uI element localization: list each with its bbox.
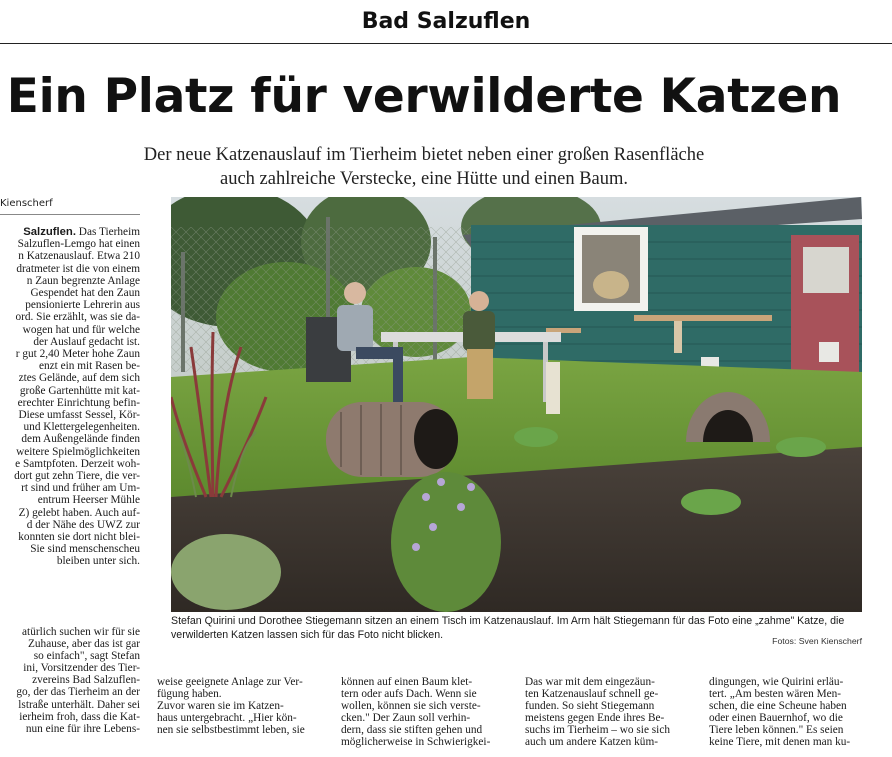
subheadline-line-1: Der neue Katzenauslauf im Tierheim bietet neben einer großen Rasenfläche	[143, 145, 705, 165]
cat-enclosure-illustration	[171, 197, 862, 612]
text-line: dort gut zehn Tiere, die ver-	[14, 470, 140, 483]
text-line: n Zaun begrenzte Anlage	[26, 274, 140, 287]
left-text-column-continued	[0, 626, 140, 757]
text-line: rt sind und früher am Um-	[21, 482, 140, 495]
person-legs	[467, 349, 493, 399]
article-photo	[171, 197, 862, 612]
text-line: atürlich suchen wir für sie	[22, 626, 140, 638]
text-line: Sie sind menschenscheu	[30, 543, 140, 556]
text-line: ini, Vorsitzender des Tier-	[23, 662, 140, 675]
text-line: Tiere leben können." Es seien	[709, 724, 844, 736]
text-line: weitere Spielmöglichkeiten	[16, 445, 140, 458]
text-line: Das war mit dem eingezäun-	[525, 676, 655, 688]
text-line: ztes Gelände, auf dem sich	[18, 372, 140, 385]
text-line: Diese umfasst Sessel, Kör-	[18, 409, 140, 422]
text-line: funden. So sieht Stiegemann	[525, 700, 655, 712]
person-body	[463, 311, 495, 351]
section-title: Bad Salzuflen	[361, 9, 531, 34]
text-line: Das Tierheim	[78, 226, 140, 238]
plant	[171, 534, 281, 610]
text-line: weise geeignete Anlage zur Ver-	[157, 676, 303, 688]
plant	[391, 472, 501, 612]
shelf-post	[674, 321, 682, 353]
window-cushion	[593, 271, 629, 299]
text-line: nen sie selbstbestimmt leben, sie	[157, 724, 305, 736]
wall-shelf	[634, 315, 772, 321]
text-line: schen, die eine Scheune haben	[709, 700, 847, 712]
text-line: dratmeter ist die von einem	[16, 262, 140, 275]
text-line: e Samtpfoten. Derzeit woh-	[15, 457, 140, 470]
text-line: konnten sie dort nicht blei-	[18, 531, 140, 544]
text-line: der Auslauf gedacht ist.	[33, 335, 140, 348]
text-line: dingungen, wie Quirini erläu-	[709, 676, 844, 688]
post	[546, 362, 560, 414]
text-line: so einfach", sagt Stefan	[33, 650, 140, 663]
text-line: pensionierte Lehrerin aus	[25, 299, 140, 312]
text-line: fügung haben.	[157, 688, 222, 700]
text-line: Salzuflen-Lemgo hat einen	[17, 238, 140, 251]
text-line: dem Außengelände finden	[21, 433, 140, 446]
person-legs	[393, 347, 403, 403]
text-line: Zuvor waren sie im Katzen-	[157, 700, 284, 712]
dateline-line	[0, 226, 140, 238]
cat-flap	[819, 342, 839, 362]
text-line: wollen, können sie sich verste-	[341, 700, 481, 712]
text-line: Gespendet hat den Zaun	[30, 287, 140, 300]
text-line: auch um andere Katzen küm-	[525, 736, 658, 748]
text-line: ten Katzenauslauf schnell ge-	[525, 688, 659, 700]
text-column-4	[709, 676, 879, 757]
article-subheadline	[0, 143, 848, 191]
text-line: lstraße unterhält. Daher sei	[18, 698, 140, 711]
text-line: go, der das Tierheim an der	[16, 686, 140, 699]
text-line: zvereins Bad Salzuflen-	[32, 674, 140, 687]
text-line: Zuhause, aber das ist gar	[28, 638, 140, 651]
text-line: oder einen Bauernhof, wo die	[709, 712, 843, 724]
text-line: möglicherweise in Schwierigkei-	[341, 736, 491, 748]
person-head	[344, 282, 366, 304]
person-head	[469, 291, 489, 311]
text-line: cken." Der Zaun soll verhin-	[341, 712, 471, 724]
stone-tunnel-left	[326, 402, 458, 477]
text-line: können auf einen Baum klet-	[341, 676, 473, 688]
dateline: Salzuflen.	[23, 226, 76, 238]
fence-post	[181, 252, 185, 372]
text-line: erechter Einrichtung befin-	[17, 396, 140, 409]
left-text-column	[0, 226, 140, 626]
text-line: nun eine für ihre Lebens-	[25, 722, 140, 735]
text-column-1	[157, 676, 327, 757]
text-line: n Katzenauslauf. Etwa 210	[18, 250, 140, 263]
text-line: tern oder aufs Dach. Wenn sie	[341, 688, 477, 700]
text-line: d der Nähe des UWZ zur	[26, 518, 140, 531]
text-line: bleiben unter sich.	[56, 555, 140, 568]
text-line: große Gartenhütte mit kat-	[19, 384, 140, 397]
text-column-3	[525, 676, 695, 757]
text-line: und Klettergelegenheiten.	[23, 421, 140, 434]
text-line: ierheim froh, dass die Kat-	[19, 710, 140, 723]
photo-caption: Stefan Quirini und Dorothee Stiegemann sitzen an einem Tisch im Katzenauslauf. Im Arm hält Stiegemann für das Foto eine „zahme" Katze, die verwilderten Katzen lassen sich für das Foto nicht blicken.	[171, 615, 845, 641]
text-line: tert. „Am besten wären Men-	[709, 688, 842, 700]
text-line: keine Tiere, mit denen man ku-	[709, 736, 851, 748]
subheadline-line-2: auch zahlreiche Verstecke, eine Hütte und einen Baum.	[219, 169, 629, 189]
text-column-2	[341, 676, 509, 757]
text-line: wogen hat und für welche	[22, 323, 140, 336]
text-line: haus untergebracht. „Hier kön-	[157, 712, 297, 724]
author-byline: Kienscherf	[0, 196, 140, 215]
text-line: Z) gelebt haben. Auch auf-	[18, 506, 140, 519]
fence-post	[433, 237, 437, 372]
text-line: enzt ein mit Rasen be-	[38, 360, 140, 373]
photo-credit: Fotos: Sven Kienscherf	[772, 636, 862, 646]
text-line: entrum Heerser Mühle	[37, 494, 140, 507]
article-headline: Ein Platz für verwilderte Katzen	[6, 69, 842, 124]
text-line: dern, dass sie stiften gehen und	[341, 724, 483, 736]
door-window	[803, 247, 849, 293]
text-line: ord. Sie erzählt, was sie da-	[15, 311, 140, 324]
header-rule	[0, 43, 892, 44]
text-line: suchs im Tierheim – wo sie sich	[525, 724, 670, 736]
person-body	[337, 305, 373, 351]
text-line: meistens gegen Ende ihres Be-	[525, 712, 665, 724]
text-line: r gut 2,40 Meter hohe Zaun	[15, 348, 140, 361]
